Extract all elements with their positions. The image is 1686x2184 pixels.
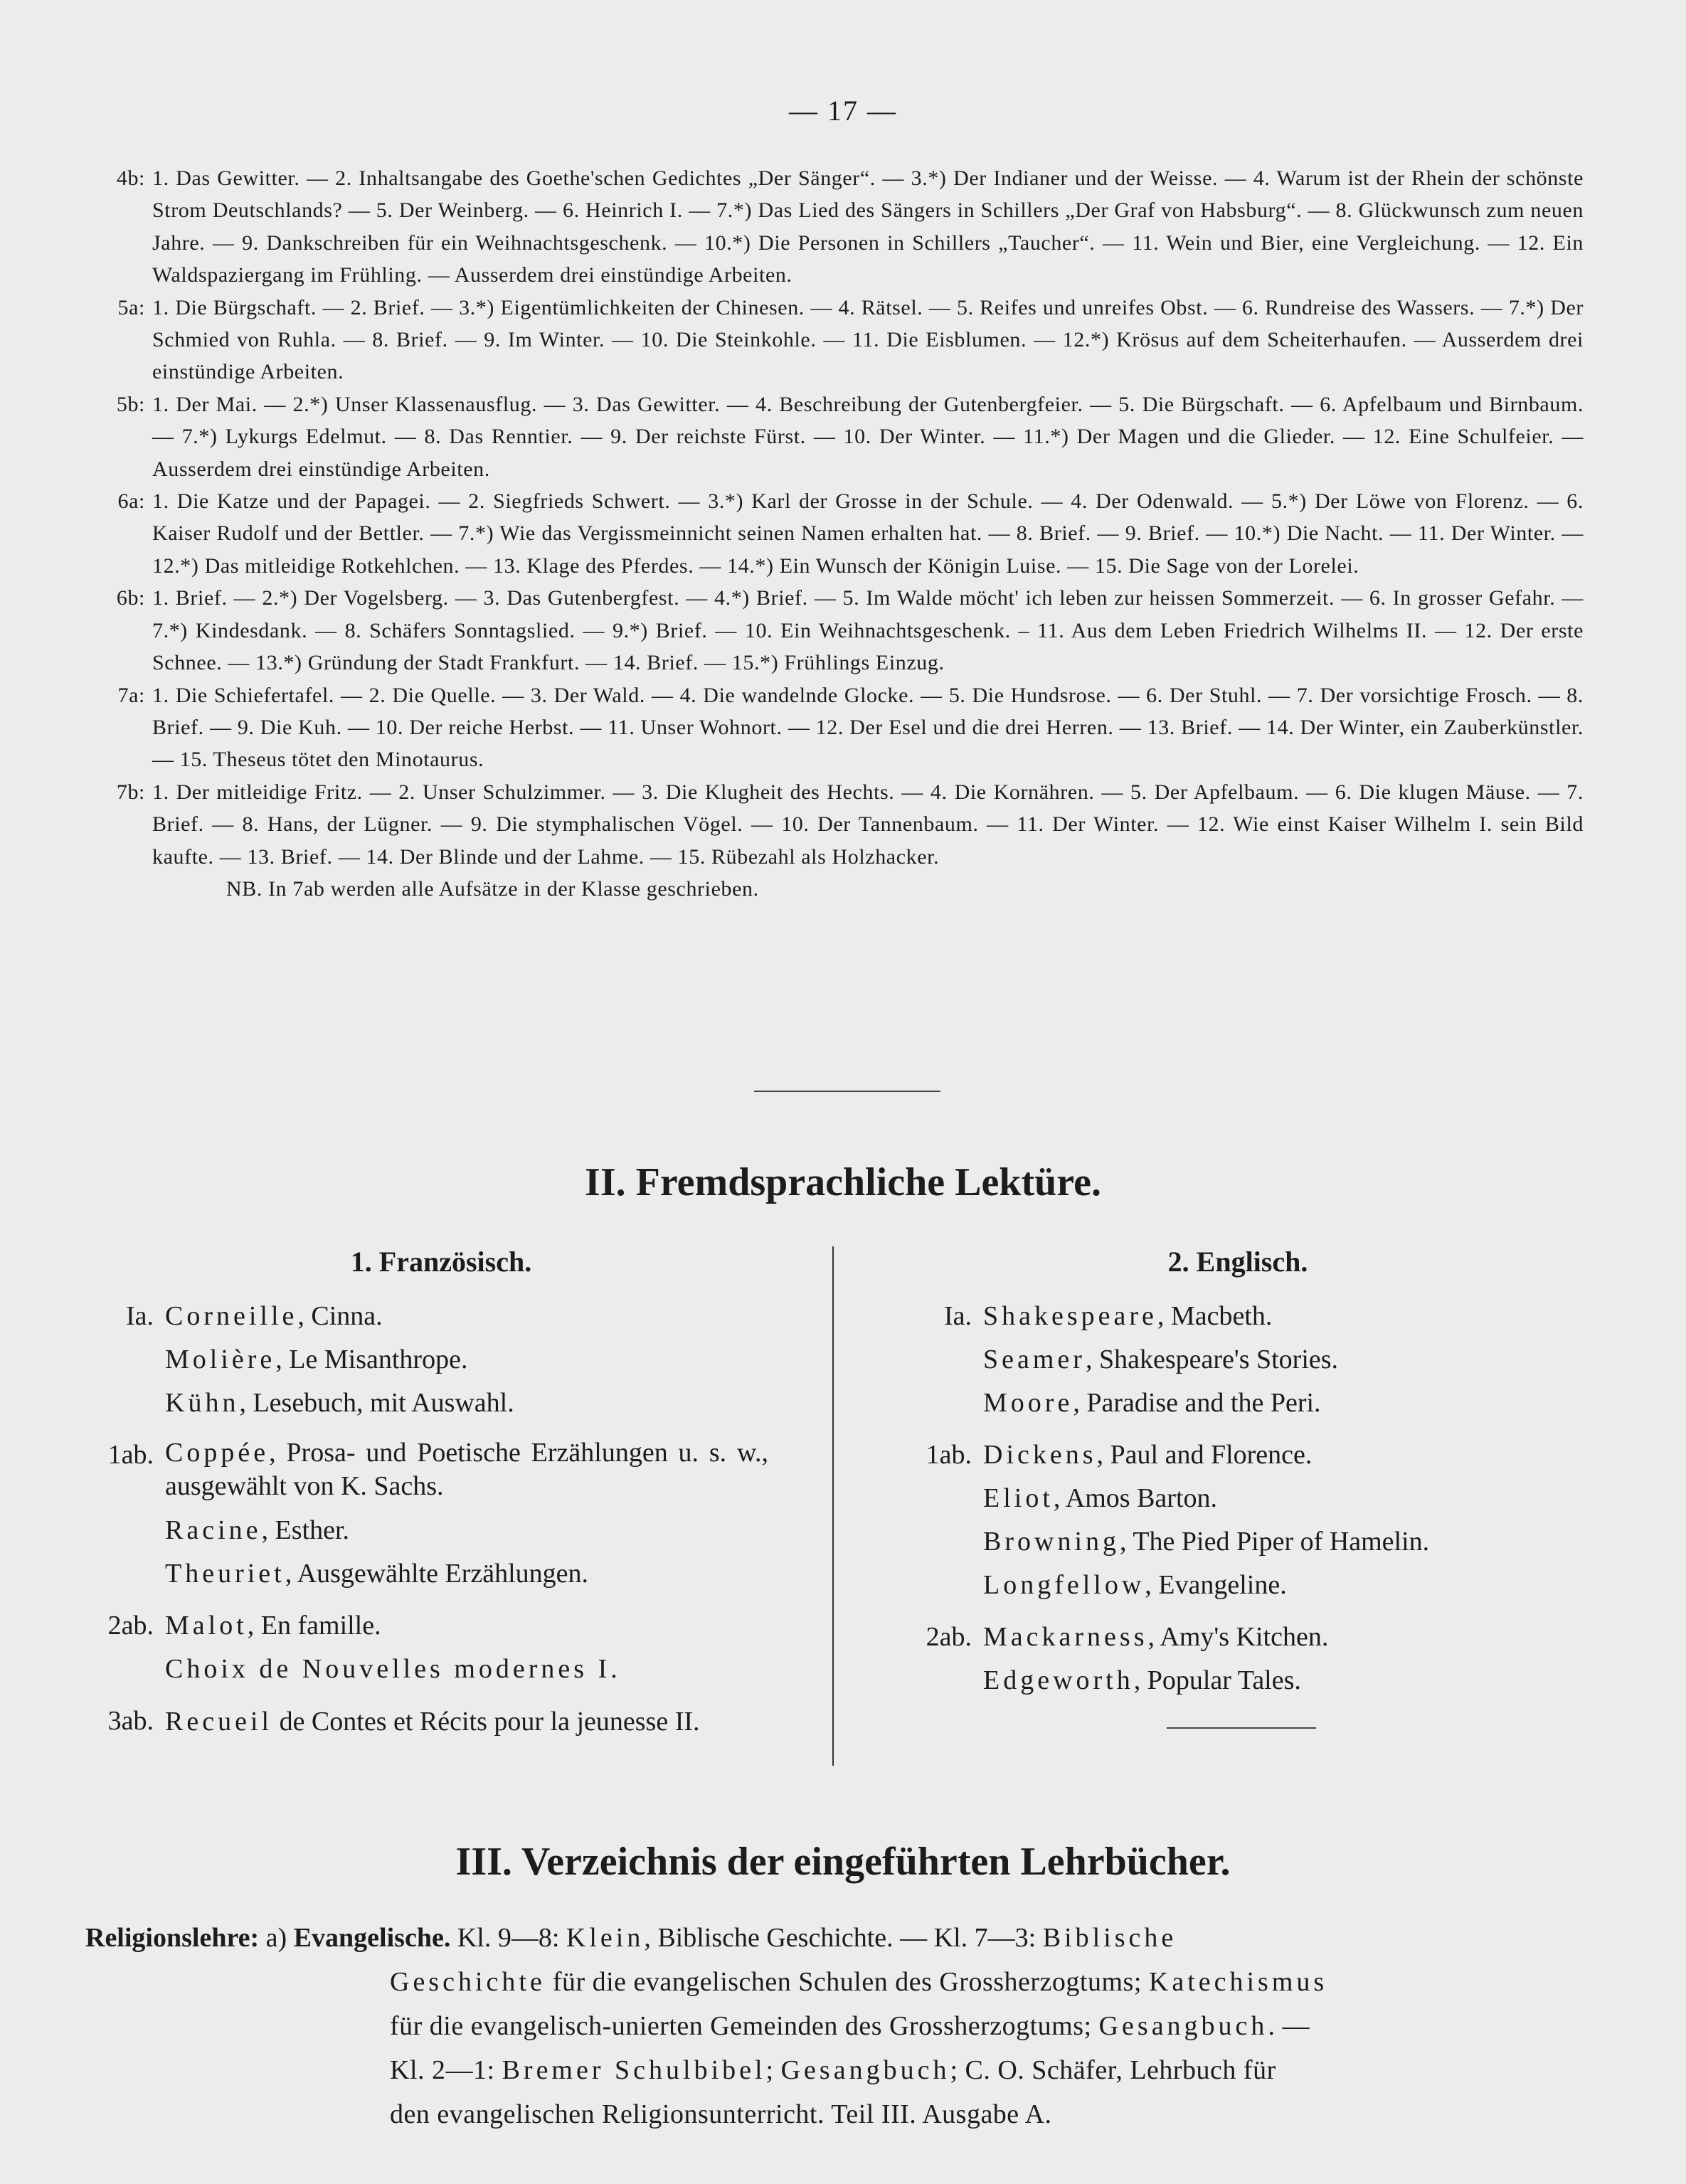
essay-class-label: 6a:	[117, 489, 145, 514]
reading-title: , Evangeline.	[1145, 1570, 1287, 1600]
reading-author: Corneille	[165, 1301, 298, 1331]
textbook-author: Bremer Schulbibel	[502, 2055, 766, 2085]
textbook-text: den evangelischen Religionsunterricht. Teil III. Ausgabe A.	[390, 2099, 1052, 2129]
reading-class-label: 3ab.	[107, 1706, 154, 1736]
textbook-subject: Religionslehre:	[85, 1923, 260, 1953]
essay-text: 1. Brief. — 2.*) Der Vogelsberg. — 3. Das Gutenbergfest. — 4.*) Brief. — 5. Im Walde möcht' ich leben zur heissen Sommerzeit. — 6. In grosser Gefahr. — 7.*) Kindesdank. — 8. Schäfers Sonntagslied. — 9.*) Brief. — 10. Ein Weihnachtsgeschenk. – 11. Aus dem Leben Friedrich Wilhelms II. — 12. Der erste Schnee. — 13.*) Gründung der Stadt Frankfurt. — 14. Brief. — 15.*) Frühlings Einzug.	[152, 586, 1584, 675]
reading-author: Racine	[165, 1515, 262, 1545]
reading-title: , Shakespeare's Stories.	[1085, 1345, 1339, 1374]
essay-entry-6b	[84, 582, 1584, 679]
reading-book	[903, 1433, 1586, 1477]
reading-book	[85, 1648, 768, 1691]
reading-book	[903, 1616, 1586, 1659]
reading-title: , The Pied Piper of Hamelin.	[1120, 1527, 1430, 1557]
reading-book	[85, 1509, 768, 1552]
column-end-rule	[1167, 1727, 1316, 1729]
section-heading-foreign-reading: II. Fremdsprachliche Lektüre.	[585, 1160, 1101, 1204]
reading-title: , Esther.	[261, 1515, 349, 1545]
reading-group-1ab	[903, 1433, 1586, 1607]
essay-class-label: 4b:	[116, 166, 145, 190]
essay-entry-7a	[84, 679, 1584, 776]
textbook-text: ;	[765, 2055, 781, 2085]
textbook-text: für die evangelischen Schulen des Grossherzogtums;	[545, 1967, 1142, 1997]
textbook-author: Gesangbuch	[1098, 2011, 1268, 2041]
french-reading-list	[85, 1295, 768, 1749]
reading-book	[85, 1295, 768, 1338]
reading-book	[903, 1382, 1586, 1425]
reading-title: de Contes et Récits pour la jeunesse II.	[272, 1707, 700, 1737]
essay-class-label: 7a:	[117, 683, 145, 707]
essay-class-label: 6b:	[116, 586, 145, 610]
reading-book	[903, 1338, 1586, 1382]
reading-class-label: 1ab.	[107, 1440, 154, 1470]
textbook-text: ; C. O. Schäfer, Lehrbuch für	[950, 2055, 1276, 2085]
essay-text: 1. Der Mai. — 2.*) Unser Klassenausflug. — 3. Das Gewitter. — 4. Beschreibung der Gutenbergfeier. — 5. Die Bürgschaft. — 6. Apfelbaum und Birnbaum. — 7.*) Lykurgs Edelmut. — 8. Das Renntier. — 9. Der reichste Fürst. — 10. Der Winter. — 11.*) Der Magen und die Glieder. — 12. Eine Schulfeier. — Ausserdem drei einstündige Arbeiten.	[152, 392, 1584, 481]
essay-entry-5a	[84, 292, 1584, 388]
reading-class-label: Ia.	[125, 1301, 154, 1331]
reading-author: Eliot	[983, 1483, 1054, 1513]
reading-title: , En famille.	[247, 1611, 381, 1640]
textbook-line-3	[85, 2004, 1579, 2048]
column-divider	[832, 1246, 834, 1766]
textbook-text: , Biblische Geschichte. — Kl. 7—3:	[644, 1923, 1036, 1953]
reading-group-Ia	[85, 1295, 768, 1425]
reading-title: , Paradise and the Peri.	[1073, 1388, 1321, 1418]
textbook-text: Kl. 2—1:	[390, 2055, 495, 2085]
reading-class-label: Ia.	[943, 1301, 972, 1331]
textbook-author: Biblische	[1042, 1923, 1177, 1953]
reading-book	[85, 1338, 768, 1382]
reading-author: Seamer	[983, 1345, 1086, 1374]
essay-entry-7b	[84, 776, 1584, 873]
essay-entry-6a	[84, 485, 1584, 582]
reading-class-label: 2ab.	[926, 1622, 972, 1652]
section-heading-textbooks: III. Verzeichnis der eingeführten Lehrbücher.	[455, 1840, 1231, 1884]
textbook-author: Geschichte	[390, 1967, 546, 1997]
textbook-text: Kl. 9—8:	[457, 1923, 560, 1953]
reading-title: , Le Misanthrope.	[275, 1345, 468, 1374]
essay-class-label: 5b:	[116, 392, 145, 416]
reading-title: , Amy's Kitchen.	[1147, 1622, 1329, 1652]
reading-title: , Lesebuch, mit Auswahl.	[239, 1388, 514, 1418]
reading-title: , Prosa- und Poetische Erzählungen u. s. w., ausgewählt von K. Sachs.	[165, 1438, 768, 1501]
reading-group-Ia	[903, 1295, 1586, 1425]
reading-author: Edgeworth	[983, 1665, 1134, 1695]
essay-entry-4b	[84, 162, 1584, 292]
reading-title: , Cinna.	[297, 1301, 383, 1331]
reading-book	[903, 1295, 1586, 1338]
reading-book	[903, 1564, 1586, 1607]
reading-author: Malot	[165, 1611, 248, 1640]
reading-author: Molière	[165, 1345, 276, 1374]
essay-text: 1. Das Gewitter. — 2. Inhaltsangabe des Goethe'schen Gedichtes „Der Sänger“. — 3.*) Der Indianer und der Weisse. — 4. Warum ist der Rhein der schönste Strom Deutschlands? — 5. Der Weinberg. — 6. Heinrich I. — 7.*) Das Lied des Sängers in Schillers „Der Graf von Habsburg“. — 8. Glückwunsch zum neuen Jahre. — 9. Dankschreiben für ein Weihnachtsgeschenk. — 10.*) Die Personen in Schillers „Taucher“. — 11. Wein und Bier, eine Vergleichung. — 12. Ein Waldspaziergang im Frühling. — Ausserdem drei einstündige Arbeiten.	[152, 166, 1584, 287]
reading-author: Kühn	[165, 1388, 240, 1418]
reading-group-1ab	[85, 1433, 768, 1596]
textbook-text: . —	[1268, 2011, 1310, 2041]
reading-book	[903, 1477, 1586, 1520]
reading-author: Mackarness	[983, 1622, 1148, 1652]
textbook-author: Katechismus	[1148, 1967, 1328, 1997]
reading-group-2ab	[85, 1604, 768, 1691]
reading-group-2ab	[903, 1616, 1586, 1702]
reading-group-3ab	[85, 1700, 768, 1741]
textbook-text: für die evangelisch-unierten Gemeinden des Grossherzogtums;	[390, 2011, 1092, 2041]
essay-entry-5b	[84, 388, 1584, 485]
essay-text: 1. Die Katze und der Papagei. — 2. Siegfrieds Schwert. — 3.*) Karl der Grosse in der Schule. — 4. Der Odenwald. — 5.*) Der Löwe von Florenz. — 6. Kaiser Rudolf und der Bettler. — 7.*) Wie das Vergissmeinnicht seinen Namen erhalten hat. — 8. Brief. — 9. Brief. — 10.*) Die Nacht. — 11. Der Winter. — 12.*) Das mitleidige Rotkehlchen. — 13. Klage des Pferdes. — 14.*) Ein Wunsch der Königin Luise. — 15. Die Sage von der Lorelei.	[152, 489, 1584, 578]
english-reading-list	[903, 1295, 1586, 1711]
reading-book	[85, 1433, 768, 1509]
reading-title: , Popular Tales.	[1133, 1665, 1301, 1695]
reading-author: Longfellow	[983, 1570, 1145, 1600]
reading-class-label: 1ab.	[926, 1440, 972, 1470]
reading-author: Moore	[983, 1388, 1073, 1418]
reading-book	[85, 1382, 768, 1425]
reading-author: Choix de Nouvelles modernes I.	[165, 1654, 621, 1684]
page-number: — 17 —	[789, 95, 897, 127]
column-heading-french: 1. Französisch.	[350, 1246, 532, 1278]
reading-title: , Ausgewählte Erzählungen.	[285, 1559, 589, 1589]
reading-title: , Macbeth.	[1157, 1301, 1273, 1331]
textbook-line-2	[85, 1960, 1579, 2004]
reading-author: Browning	[983, 1527, 1120, 1557]
reading-book	[85, 1604, 768, 1648]
reading-author: Dickens	[983, 1440, 1097, 1470]
textbook-line-4	[85, 2048, 1579, 2092]
essay-class-label: 5a:	[117, 295, 145, 319]
essay-text: 1. Die Schiefertafel. — 2. Die Quelle. — 3. Der Wald. — 4. Die wandelnde Glocke. — 5. Die Hundsrose. — 6. Der Stuhl. — 7. Der vorsichtige Frosch. — 8. Brief. — 9. Die Kuh. — 10. Der reiche Herbst. — 11. Unser Wohnort. — 12. Der Esel und die drei Herren. — 13. Brief. — 14. Der Winter, ein Zauberkünstler. — 15. Theseus tötet den Minotaurus.	[152, 683, 1584, 772]
column-heading-english: 2. Englisch.	[1167, 1246, 1308, 1278]
textbook-line-5	[85, 2092, 1579, 2136]
essay-note: NB. In 7ab werden alle Aufsätze in der Klasse geschrieben.	[226, 876, 759, 901]
reading-class-label: 2ab.	[107, 1611, 154, 1640]
textbook-line-1	[85, 1916, 1579, 1960]
reading-book	[85, 1700, 768, 1741]
textbook-sub-label: a)	[265, 1923, 287, 1953]
essay-text: 1. Der mitleidige Fritz. — 2. Unser Schulzimmer. — 3. Die Klugheit des Hechts. — 4. Die Kornähren. — 5. Der Apfelbaum. — 6. Die klugen Mäuse. — 7. Brief. — 8. Hans, der Lügner. — 9. Die stymphalischen Vögel. — 10. Der Tannenbaum. — 11. Der Winter. — 12. Wie einst Kaiser Wilhelm I. sein Bild kaufte. — 13. Brief. — 14. Der Blinde und der Lahme. — 15. Rübezahl als Holzhacker.	[152, 780, 1584, 869]
reading-author: Recueil	[165, 1707, 273, 1737]
essay-text: 1. Die Bürgschaft. — 2. Brief. — 3.*) Eigentümlichkeiten der Chinesen. — 4. Rätsel. — 5. Reifes und unreifes Obst. — 6. Rundreise des Wassers. — 7.*) Der Schmied von Ruhla. — 8. Brief. — 9. Im Winter. — 10. Die Steinkohle. — 11. Die Eisblumen. — 12.*) Krösus auf dem Scheiterhaufen. — Ausserdem drei einstündige Arbeiten.	[152, 295, 1584, 384]
reading-author: Theuriet	[165, 1559, 285, 1589]
section-divider-rule	[754, 1091, 940, 1092]
reading-title: , Paul and Florence.	[1096, 1440, 1313, 1470]
essay-topics-list	[84, 162, 1584, 905]
textbook-author: Klein	[566, 1923, 645, 1953]
textbook-author: Gesangbuch	[780, 2055, 950, 2085]
reading-title: , Amos Barton.	[1053, 1483, 1218, 1513]
reading-book	[85, 1552, 768, 1596]
reading-book	[903, 1520, 1586, 1564]
reading-author: Coppée	[165, 1438, 270, 1468]
textbook-denomination: Evangelische.	[293, 1923, 451, 1953]
textbook-list	[85, 1916, 1579, 2136]
essay-class-label: 7b:	[116, 780, 145, 804]
reading-book	[903, 1659, 1586, 1702]
reading-author: Shakespeare	[983, 1301, 1157, 1331]
